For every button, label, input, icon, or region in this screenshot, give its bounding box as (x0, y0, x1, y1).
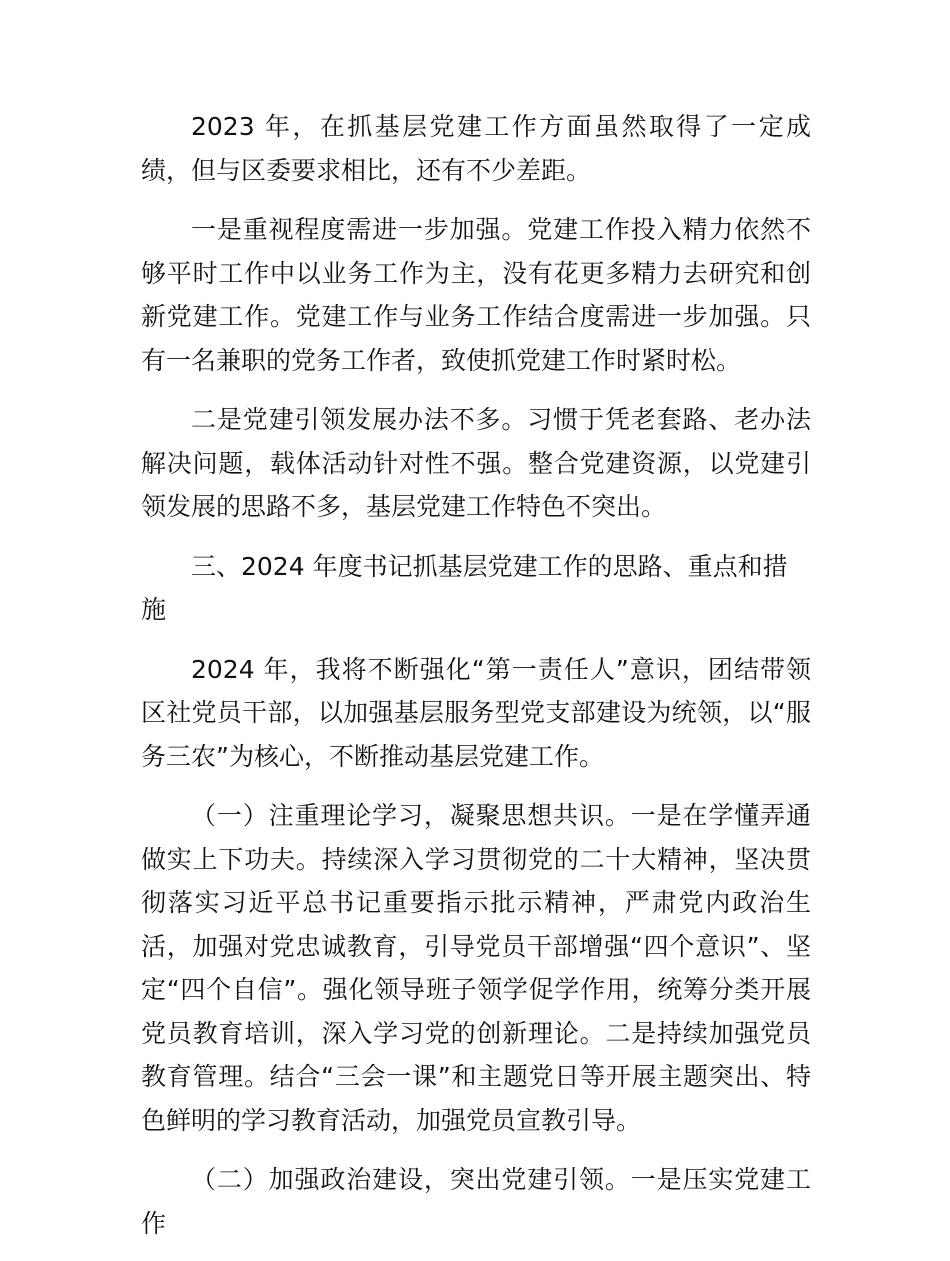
paragraph-theory-study: （一）注重理论学习，凝聚思想共识。一是在学懂弄通做实上下功夫。持续深入学习贯彻党的二十大精神，坚决贯彻落实习近平总书记重要指示批示精神，严肃党内政治生活，加强对党忠诚教育，引导党员干部增强“四个意识”、坚定“四个自信”。强化领导班子领学促学作用，统筹分类开展党员教育培训，深入学习党的创新理论。二是持续加强党员教育管理。结合“三会一课”和主题党日等开展主题突出、特色鲜明的学习教育活动，加强党员宣教引导。 (141, 801, 811, 1135)
paragraph-2024-plan: 2024 年，我将不断强化“第一责任人”意识，团结带领区社党员干部，以加强基层服务型党支部建设为统领，以“服务三农”为核心，不断推动基层党建工作。 (141, 654, 811, 771)
section-heading: 三、2024 年度书记抓基层党建工作的思路、重点和措施 (141, 551, 788, 624)
paragraph-issue-two: 二是党建引领发展办法不多。习惯于凭老套路、老办法解决问题，载体活动针对性不强。整合党建资源，以党建引领发展的思路不多，基层党建工作特色不突出。 (141, 405, 811, 521)
document-page (141, 105, 811, 1261)
paragraph-gap-summary: 2023 年，在抓基层党建工作方面虽然取得了一定成绩，但与区委要求相比，还有不少差距。 (141, 112, 811, 185)
paragraph-political-building: （二）加强政治建设，突出党建引领。一是压实党建工作 (141, 1165, 811, 1238)
paragraph-issue-one: 一是重视程度需进一步加强。党建工作投入精力依然不够平时工作中以业务工作为主，没有花更多精力去研究和创新党建工作。党建工作与业务工作结合度需进一步加强。只有一名兼职的党务工作者，致使抓党建工作时紧时松。 (141, 215, 811, 375)
